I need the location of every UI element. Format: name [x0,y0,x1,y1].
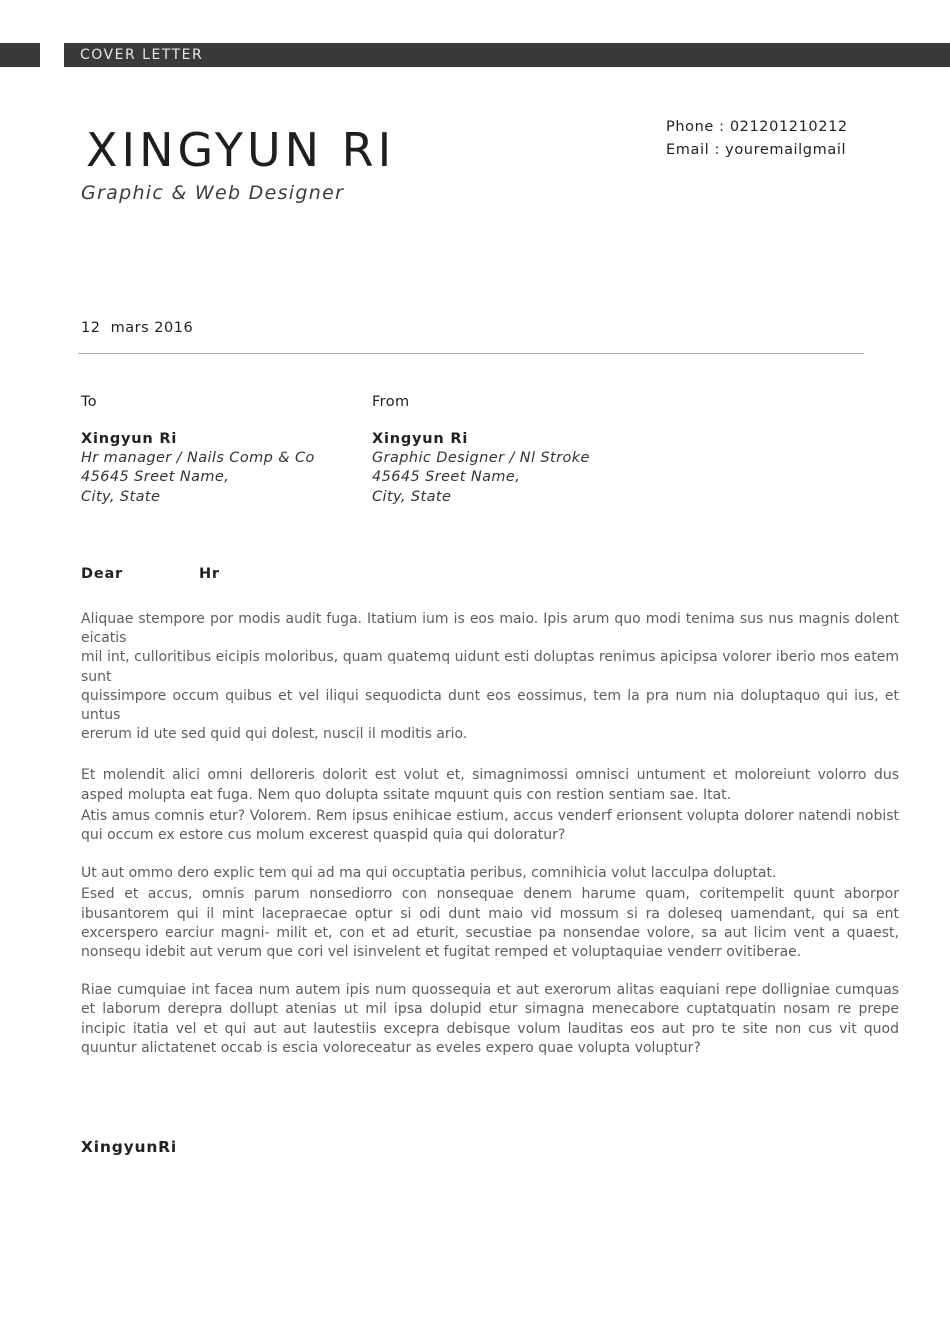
sender-city: City, State [372,488,452,505]
body-paragraph-1 [81,610,899,744]
body-paragraph-4: Ut aut ommo dero explic tem qui ad ma qui occuptatia peribus, comnihicia volut lacculpa doluptat. [81,865,777,882]
sender-role: Graphic Designer / Nl Stroke [372,450,590,466]
body-line: Aliquae stempore por modis audit fuga. Itatium ium is eos maio. Ipis arum quo modi tenima sus nus magnis dolent eicatis [81,611,899,647]
header-bar-accent [0,43,40,67]
recipient-address-block [81,392,315,507]
salutation-greeting: Dear [81,566,124,582]
body-paragraph-2: Et molendit alici omni delloreris dolorit est volut et, simagnimossi omnisci untument et moloreiunt volorro dus asped molupta eat fuga. Nem quo dolupta ssitate mquunt quis con restion sentiam sae. Itat. [81,767,899,803]
contact-info [666,116,848,162]
applicant-name: XINGYUN RI [86,123,396,177]
contact-phone: Phone : 021201210212 [666,119,848,135]
recipient-name: Xingyun Ri [81,431,178,447]
salutation-recipient: Hr [199,566,220,582]
body-line: quissimpore occum quibus et vel iliqui sequodicta dunt eos eossimus, tem la pra num nia doluptaquo qui ius, et untus [81,687,899,724]
sender-address-block [372,392,590,507]
document-type-label: COVER LETTER [80,47,204,63]
letter-date: 12 mars 2016 [81,320,194,336]
body-paragraph-3: Atis amus comnis etur? Volorem. Rem ipsus enihicae estium, accus venderf erionsent volupta dolorer natendi nobist qui occum ex estore cus molum excerest quaspid quia qui doloratur? [81,807,899,844]
applicant-title: Graphic & Web Designer [81,182,345,204]
salutation [81,564,220,584]
recipient-city: City, State [81,488,161,505]
body-line: ererum id ute sed quid qui dolest, nuscil il moditis ario. [81,726,468,743]
header-bar [64,43,950,67]
recipient-role: Hr manager / Nails Comp & Co [81,450,315,466]
body-paragraph-6: Riae cumquiae int facea num autem ipis num quossequia et aut exerorum alitas eaquiani repe dolligniae cumquas et laborum derepra dollupt atenias ut mil ipsa dolupid etur simagna menecabore cuptatquatin nosam re prepe incipic itatia vel et qui aut aut lautestiis excepra debisque volum lauditas eos aut pro te site non cus vit quod quuntur alictatenet occab is escia voloreceatur as eveles expero quae volupta voluptur? [81,982,899,1056]
recipient-heading: To [81,394,98,410]
recipient-street: 45645 Sreet Name, [81,469,230,486]
sender-street: 45645 Sreet Name, [372,469,521,486]
body-line: mil int, culloritibus eicipis moloribus, quam quatemq uidunt esti doluptas renimus apicipsa volorer iberio mos eatem sunt [81,649,899,685]
contact-email: Email : youremailgmail [666,142,847,158]
section-divider [78,353,864,354]
sender-name: Xingyun Ri [372,431,469,447]
body-paragraph-5: Esed et accus, omnis parum nonsediorro con nonsequae denem harume quam, coritempelit quunt aborpor ibusantorem qui il mint lacepraecae optur si odi dunt maio vid mossum si ra doleseq uamendant, qui sa ent excerspero earciur magni- milit et, con et ad eturit, secustiae pa nonsendae volore, sa aut licim vent a quaest, nonsequ idebit aut verum que cori vel isinvelent et fugitat remped et voluptaquiae venderr ovitiberae. [81,886,899,961]
letter-body [81,610,899,1058]
sender-heading: From [372,394,410,410]
signature: XingyunRi [81,1138,178,1156]
